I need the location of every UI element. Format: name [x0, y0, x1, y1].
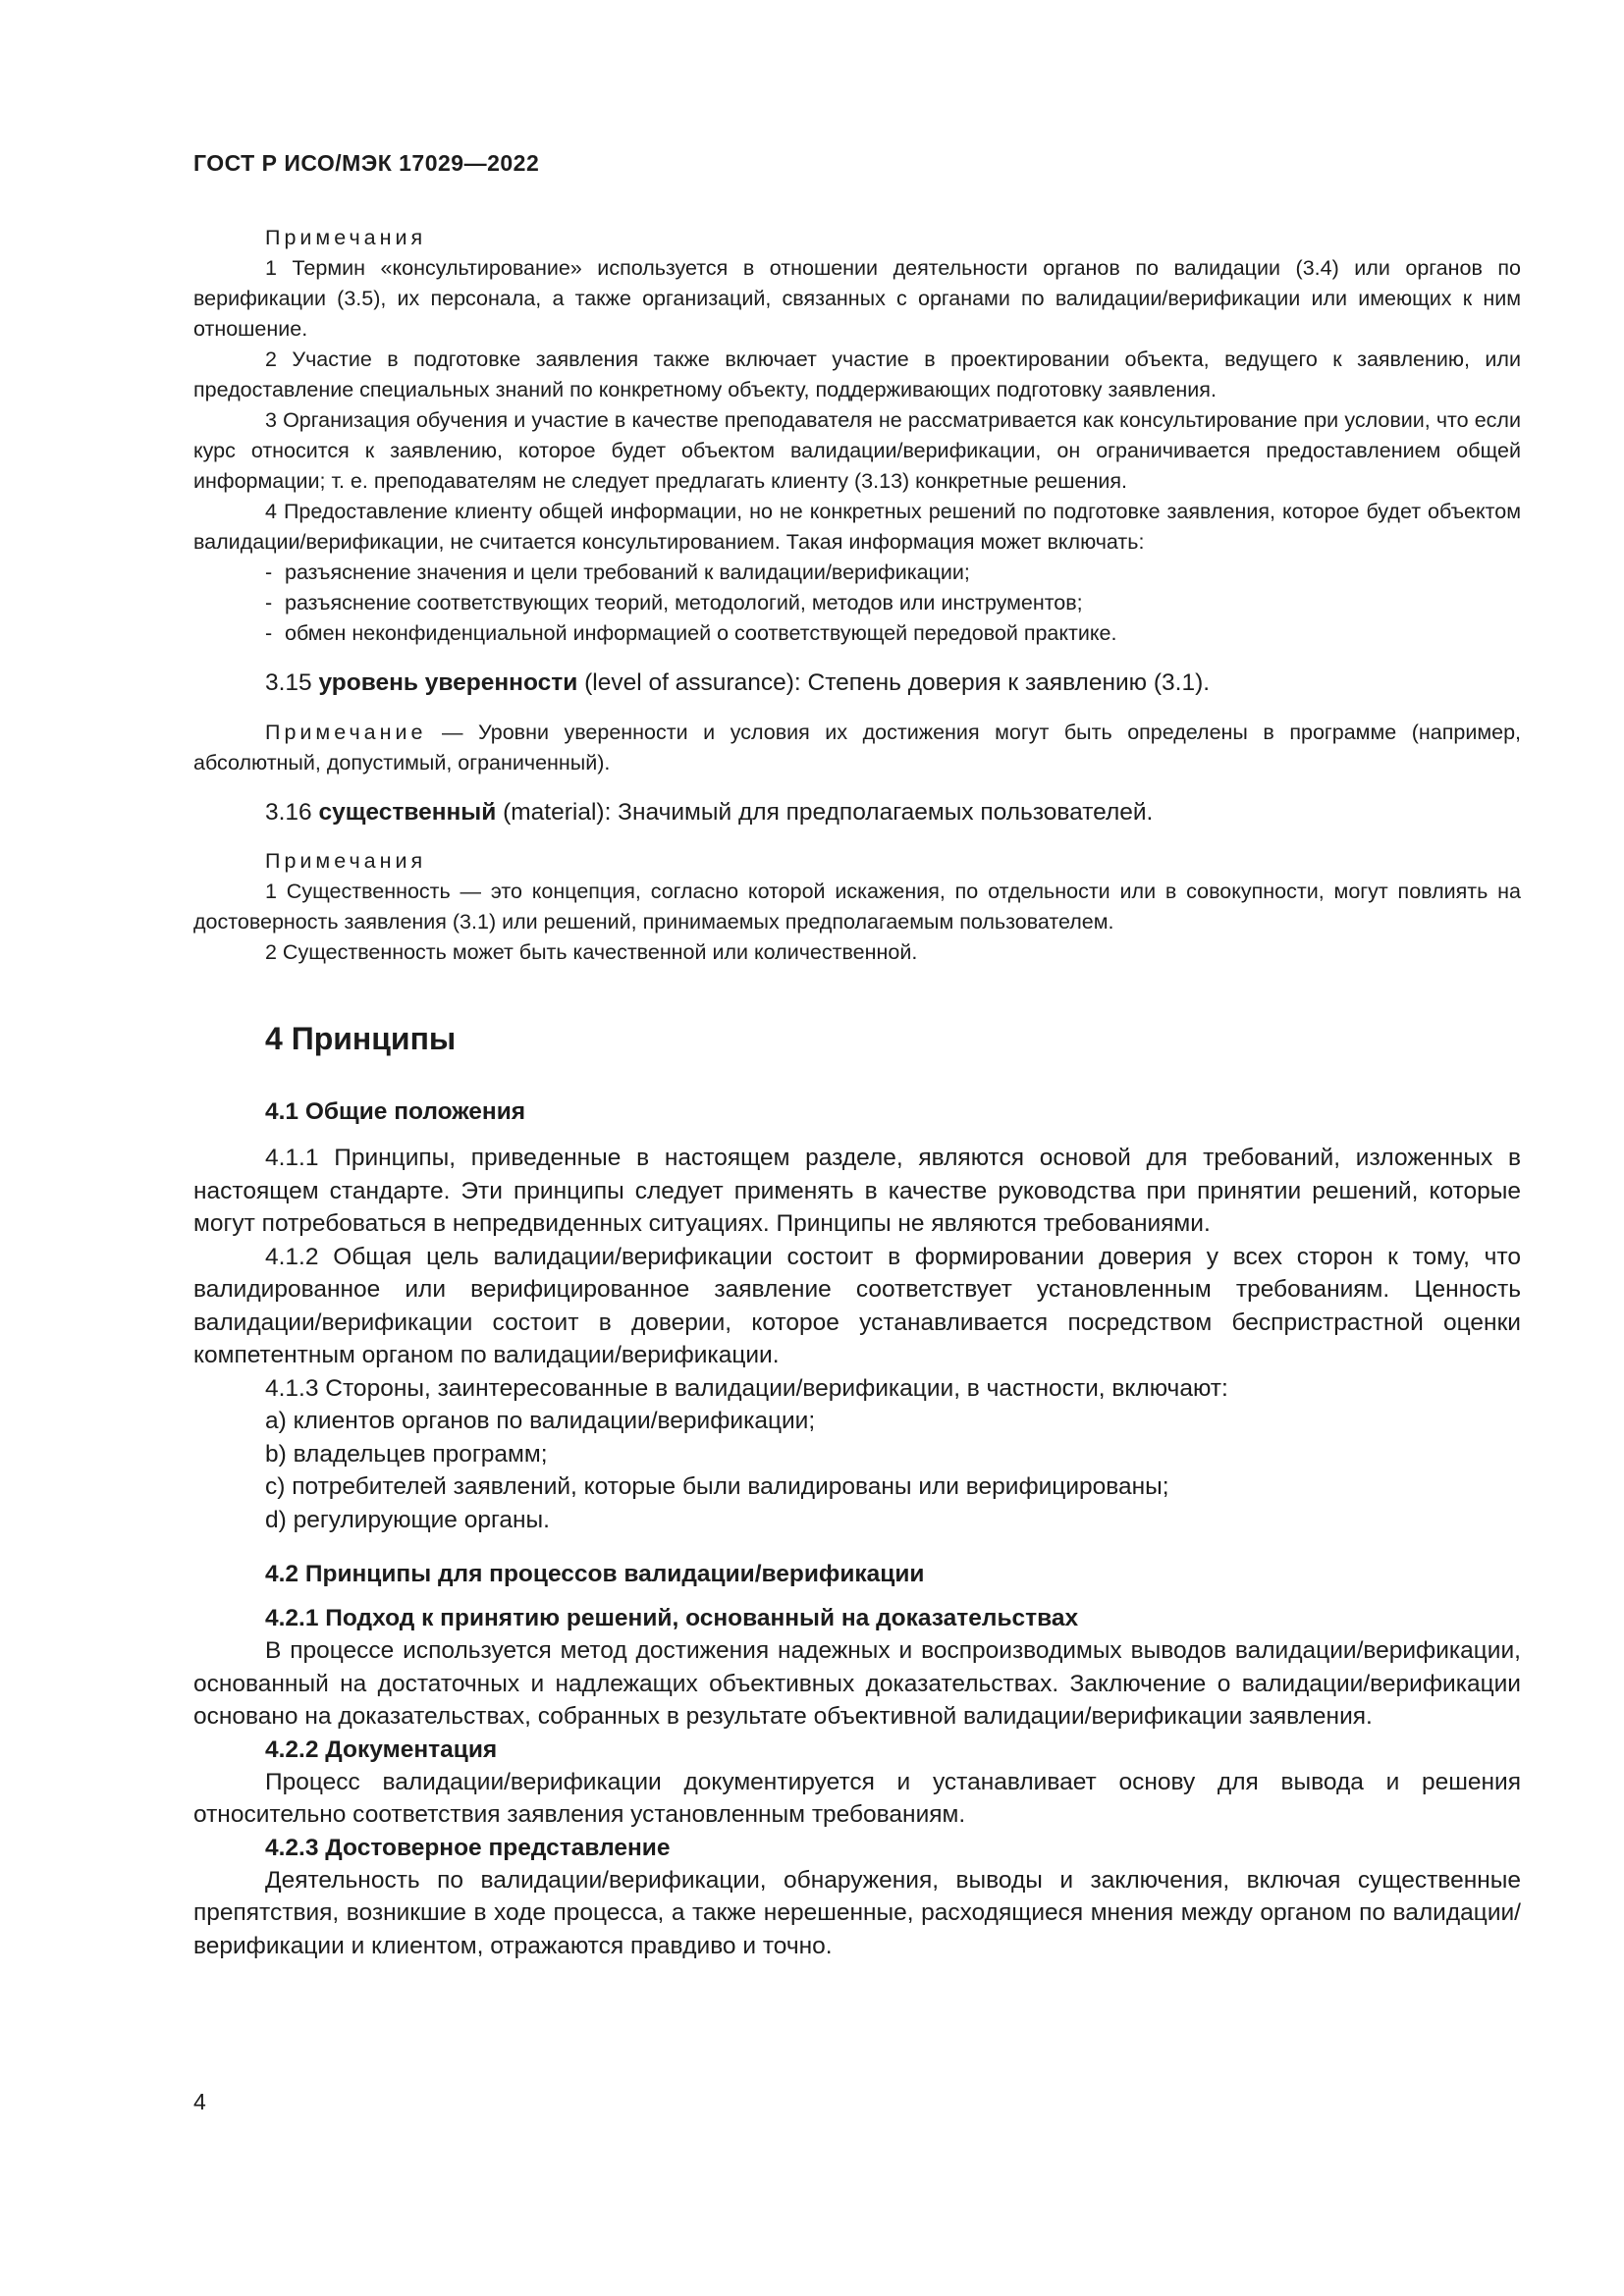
note-3-15: Примечание — Уровни уверенности и условия их достижения могут быть определены в программе (например, абсолютный, допустимый, ограниченный). — [193, 720, 1521, 774]
dash-list-item: - обмен неконфиденциальной информацией о соответствующей передовой практике. — [265, 621, 1117, 645]
clause-title: 4.2.1 Подход к принятию решений, основанный на доказательствах — [265, 1605, 1079, 1631]
list-item: b) владельцев программ; — [265, 1440, 548, 1468]
note-item: 2 Существенность может быть качественной или количественной. — [265, 940, 918, 964]
page-body — [193, 223, 1521, 1962]
notes-label: Примечания — [265, 226, 427, 249]
paragraph: 4.1.2 Общая цель валидации/верификации состоит в формировании доверия у всех сторон к тому, что валидированное или верифицированное заявление соответствует установленным требованиям. Ценность валидации/верификации состоит в доверии, которое устанавливается посредством беспристрастной оценки компетентным органом по валидации/верификации. — [193, 1243, 1521, 1368]
term-definition-3-15: 3.15 уровень уверенности (level of assurance): Степень доверия к заявлению (3.1). — [265, 669, 1211, 696]
subsection-title: 4.2 Принципы для процессов валидации/верификации — [265, 1561, 925, 1587]
paragraph: В процессе используется метод достижения надежных и воспроизводимых выводов валидации/верификации, основанный на достаточных и надлежащих объективных доказательствах. Заключение о валидации/верификации основано на доказательствах, собранных в результате объективной валидации/верификации заявления. — [193, 1637, 1521, 1730]
list-item: a) клиентов органов по валидации/верификации; — [265, 1408, 816, 1434]
note-item: 1 Существенность — это концепция, согласно которой искажения, по отдельности или в совокупности, могут повлиять на достоверность заявления (3.1) или решений, принимаемых предполагаемым пользователем. — [193, 880, 1521, 934]
section-4-2-body — [193, 1602, 1521, 1962]
page-number: 4 — [193, 2089, 206, 2114]
dash-list-item: - разъяснение значения и цели требований к валидации/верификации; — [265, 561, 970, 584]
dash-list-item: - разъяснение соответствующих теорий, методологий, методов или инструментов; — [265, 591, 1083, 614]
notes-block-1 — [193, 223, 1521, 649]
note-item: 4 Предоставление клиенту общей информации, но не конкретных решений по подготовке заявления, которое будет объектом валидации/верификации, не считается консультированием. Такая информация может включать: — [193, 500, 1521, 554]
paragraph: 4.1.3 Стороны, заинтересованные в валидации/верификации, в частности, включают: — [265, 1374, 1228, 1402]
term-name: существенный — [318, 798, 497, 826]
note-item: 1 Термин «консультирование» используется в отношении деятельности органов по валидации (3.4) или органов по верификации (3.5), их персонала, а также организаций, связанных с органами по валидации/верификации или имеющих к ним отношение. — [193, 256, 1521, 341]
paragraph: 4.1.1 Принципы, приведенные в настоящем разделе, являются основой для требований, изложенных в настоящем стандарте. Эти принципы следует применять в качестве руководства при принятии решений, которые могут потребоваться в непредвиденных ситуациях. Принципы не являются требованиями. — [193, 1145, 1521, 1237]
clause-title: 4.2.3 Достоверное представление — [265, 1834, 671, 1861]
notes-label: Примечания — [265, 849, 427, 873]
document-code: ГОСТ Р ИСО/МЭК 17029—2022 — [193, 150, 540, 176]
paragraph: Процесс валидации/верификации документируется и устанавливает основу для вывода и решения относительно соответствия заявления установленным требованиям. — [193, 1768, 1521, 1828]
notes-block-2 — [193, 846, 1521, 968]
term-definition-3-16: 3.16 существенный (material): Значимый для предполагаемых пользователей. — [265, 798, 1154, 826]
section-title: 4 Принципы — [265, 1021, 457, 1056]
note-item: 2 Участие в подготовке заявления также включает участие в проектировании объекта, ведущего к заявлению, или предоставление специальных знаний по конкретному объекту, поддерживающих подготовку заявления. — [193, 347, 1521, 401]
paragraph: Деятельность по валидации/верификации, обнаружения, выводы и заключения, включая существенные препятствия, возникшие в ходе процесса, а также нерешенные, расходящиеся мнения между органом по валидации/верификации и клиентом, отражаются правдиво и точно. — [193, 1866, 1521, 1959]
clause-title: 4.2.2 Документация — [265, 1735, 498, 1763]
subsection-title: 4.1 Общие положения — [265, 1098, 526, 1125]
note-item: 3 Организация обучения и участие в качестве преподавателя не рассматривается как консультирование при условии, что если курс относится к заявлению, которое будет объектом валидации/верификации, он ограничивается предоставлением общей информации; т. е. преподавателям не следует предлагать клиенту (3.13) конкретные решения. — [193, 408, 1521, 493]
list-item: d) регулирующие органы. — [265, 1506, 550, 1533]
term-name: уровень уверенности — [318, 669, 578, 696]
section-4-1-body — [193, 1142, 1521, 1536]
list-item: c) потребителей заявлений, которые были валидированы или верифицированы; — [265, 1473, 1169, 1500]
